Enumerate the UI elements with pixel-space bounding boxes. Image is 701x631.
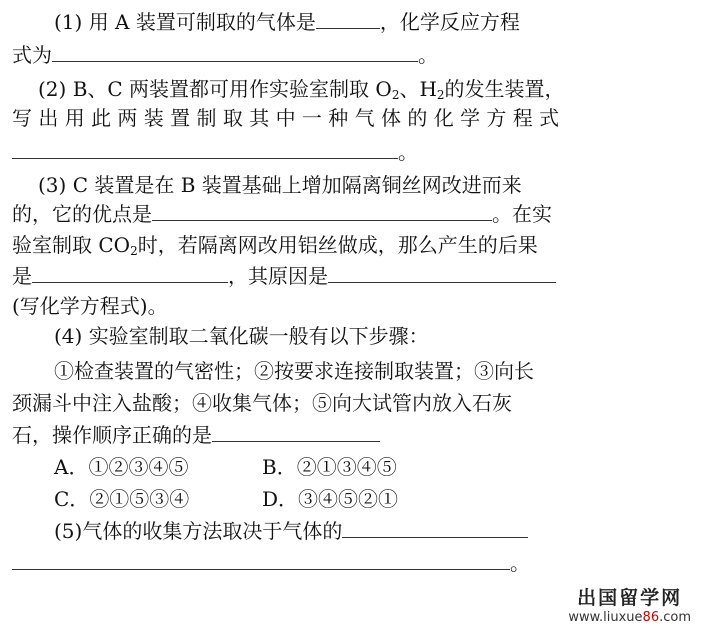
q3-text2-post: 。在实 xyxy=(492,202,552,226)
q1-blank-gas[interactable] xyxy=(316,8,380,29)
option-d-text: ③④⑤②① xyxy=(298,487,399,511)
q1-period: 。 xyxy=(418,43,438,67)
q4-line2 xyxy=(54,357,534,385)
q3-blank-consequence[interactable] xyxy=(32,262,228,283)
q3-text: (3) C 装置是在 B 装置基础上增加隔离铜丝网改进而来 xyxy=(38,173,522,197)
q4-option-b[interactable] xyxy=(262,453,397,481)
q2-line2 xyxy=(12,104,559,132)
option-c-label: C． xyxy=(54,487,90,511)
q4-line3 xyxy=(12,389,512,417)
q3-text4-mid: ，其原因是 xyxy=(228,264,328,288)
q2-line3 xyxy=(12,138,418,166)
option-c-text: ②①⑤③④ xyxy=(89,487,190,511)
q3-line3 xyxy=(12,231,538,259)
option-a-label: A． xyxy=(54,455,89,479)
option-a-text: ①②③④⑤ xyxy=(88,455,189,479)
q5-blank-2[interactable] xyxy=(12,549,510,570)
q2-text-mid: 、H xyxy=(399,77,437,101)
q1-line1 xyxy=(54,8,520,36)
watermark-url-pre: www.liuxue xyxy=(568,610,643,625)
q4-text: (4) 实验室制取二氧化碳一般有以下步骤： xyxy=(54,324,429,348)
watermark-url xyxy=(568,610,691,625)
q1-text-tail: ，化学反应方程 xyxy=(379,10,520,34)
q2-sub-h2: 2 xyxy=(436,88,445,102)
watermark-url-num: 86 xyxy=(642,610,660,625)
q3-sub-co2: 2 xyxy=(130,244,138,258)
q2-line1 xyxy=(38,75,565,103)
q3-line2 xyxy=(12,200,552,228)
q2-text-post: 的发生装置， xyxy=(444,77,565,101)
q1-text: (1) 用 A 装置可制取的气体是 xyxy=(54,10,316,34)
q5-line2 xyxy=(12,549,530,577)
q3-text3-post: 时，若隔离网改用铝丝做成，那么产生的后果 xyxy=(137,233,538,257)
option-d-label: D． xyxy=(262,487,299,511)
q2-text: (2) B、C 两装置都可用作实验室制取 O xyxy=(38,77,392,101)
q4-line1 xyxy=(54,322,429,350)
q2-period: 。 xyxy=(398,140,418,164)
q4-option-a[interactable] xyxy=(54,453,188,481)
q4-option-d[interactable] xyxy=(262,485,398,513)
q3-text2: 的，它的优点是 xyxy=(12,202,152,226)
q1-text2: 式为 xyxy=(12,43,52,67)
q4-text4: 石，操作顺序正确的是 xyxy=(12,423,212,447)
q3-line5 xyxy=(12,292,168,320)
q3-text4: 是 xyxy=(12,264,32,288)
q5-blank-1[interactable] xyxy=(342,517,528,538)
q2-text2: 写 出 用 此 两 装 置 制 取 其 中 一 种 气 体 的 化 学 方 程 式 xyxy=(12,106,560,130)
q3-blank-advantage[interactable] xyxy=(152,200,492,221)
q2-sub-o2: 2 xyxy=(391,88,400,102)
q3-line4 xyxy=(12,262,556,290)
q4-option-c[interactable] xyxy=(54,485,189,513)
site-watermark xyxy=(568,583,691,625)
q4-text2: ①检查装置的气密性；②按要求连接制取装置；③向长 xyxy=(54,359,534,383)
watermark-title: 出国留学网 xyxy=(577,587,683,609)
q1-blank-equation[interactable] xyxy=(52,41,418,62)
q3-blank-reason[interactable] xyxy=(328,262,556,283)
q3-text5: (写化学方程式)。 xyxy=(12,294,168,318)
q3-line1 xyxy=(38,171,522,199)
q4-line4 xyxy=(12,421,380,449)
q4-text3: 颈漏斗中注入盐酸；④收集气体；⑤向大试管内放入石灰 xyxy=(12,391,512,415)
option-b-label: B． xyxy=(262,455,297,479)
q5-period: 。 xyxy=(510,551,530,575)
option-b-text: ②①③④⑤ xyxy=(296,455,397,479)
q5-line1 xyxy=(54,517,528,545)
q1-line2 xyxy=(12,41,438,69)
watermark-url-post: .com xyxy=(659,610,691,625)
q2-blank-equation[interactable] xyxy=(12,138,398,159)
q4-blank-order[interactable] xyxy=(212,421,380,442)
q3-text3: 验室制取 CO xyxy=(12,233,131,257)
q5-text: (5)气体的收集方法取决于气体的 xyxy=(54,519,343,543)
